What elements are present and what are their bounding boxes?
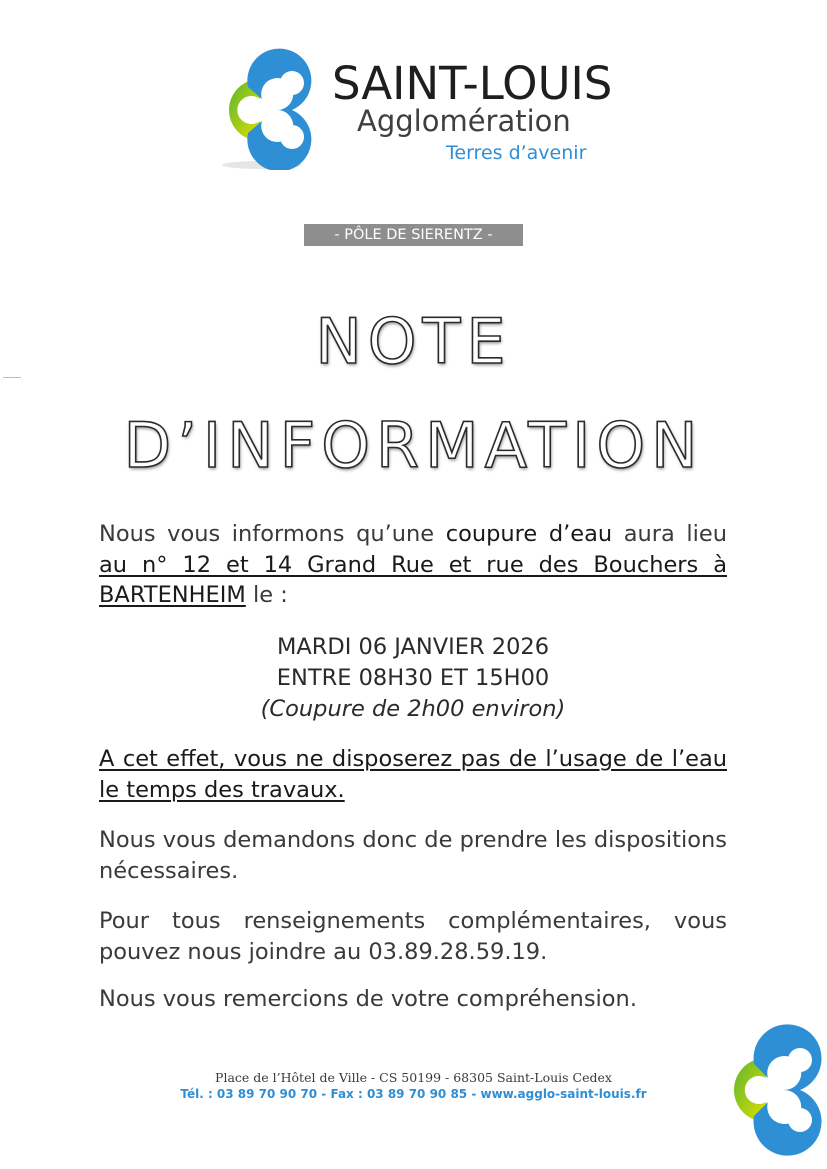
warning-paragraph — [99, 744, 727, 805]
date-line: MARDI 06 JANVIER 2026 — [276, 634, 550, 660]
intro-address: au n° 12 et 14 Grand Rue et rue des Bouchers à BARTENHEIM — [99, 551, 727, 608]
footer-contact: Tél. : 03 89 70 90 70 - Fax : 03 89 70 90 85 - www.agglo-saint-louis.fr — [180, 1087, 647, 1101]
time-line: ENTRE 08H30 ET 15H00 — [276, 665, 550, 691]
agglomeration-logo-icon — [200, 45, 325, 170]
title-line-2: D’INFORMATION — [123, 409, 704, 482]
pole-badge: - PÔLE DE SIERENTZ - — [304, 224, 523, 246]
intro-paragraph — [99, 519, 727, 611]
org-subtitle: Agglomération — [357, 104, 571, 138]
duration-line: (Coupure de 2h00 environ) — [260, 696, 566, 722]
paragraph-thanks: Nous vous remercions de votre compréhension. — [99, 986, 637, 1012]
title-line-1: NOTE — [315, 305, 512, 378]
intro-text-2: aura lieu — [612, 521, 727, 547]
org-name: SAINT-LOUIS — [332, 57, 613, 110]
paragraph-contact: Pour tous renseignements complémentaires, vous pouvez nous joindre au 03.89.28.59.19. — [99, 908, 727, 965]
intro-text-1: Nous vous informons qu’une — [99, 521, 446, 547]
date-block — [99, 632, 727, 725]
footer-address: Place de l’Hôtel de Ville - CS 50199 - 68305 Saint-Louis Cedex — [215, 1070, 612, 1085]
warning-text: A cet effet, vous ne disposerez pas de l’usage de l’eau le temps des travaux. — [99, 746, 727, 803]
intro-highlight: coupure d’eau — [445, 521, 613, 547]
footer-logo-icon — [704, 1018, 827, 1169]
paragraph-dispositions: Nous vous demandons donc de prendre les dispositions nécessaires. — [99, 827, 727, 884]
intro-text-3: le : — [245, 582, 288, 608]
org-tagline: Terres d’avenir — [446, 142, 587, 164]
